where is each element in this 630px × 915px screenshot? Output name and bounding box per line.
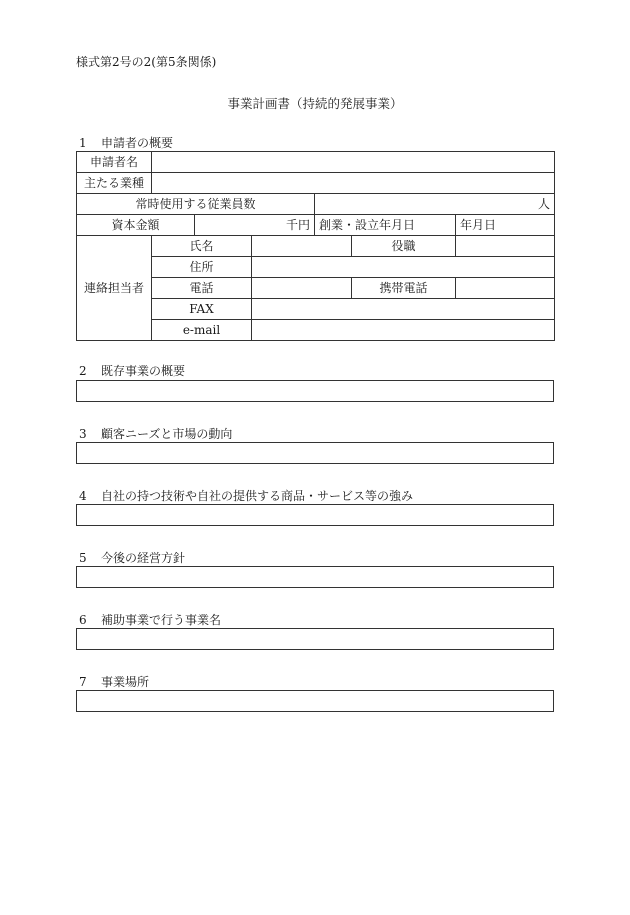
table-row (77, 236, 555, 257)
contact-position-label: 役職 (352, 236, 456, 257)
applicant-overview-table (76, 151, 555, 341)
founding-date-field[interactable]: 年月日 (456, 215, 555, 236)
contact-mobile-label: 携帯電話 (352, 278, 456, 299)
contact-address-field[interactable] (252, 257, 555, 278)
contact-name-label: 氏名 (152, 236, 252, 257)
section-6-heading (79, 611, 221, 628)
contact-fax-label: FAX (152, 299, 252, 320)
section-7-heading (79, 673, 149, 690)
employees-unit: 人 (538, 196, 551, 211)
section-number: 5 (79, 551, 87, 565)
contact-position-field[interactable] (456, 236, 555, 257)
existing-business-box[interactable] (76, 380, 554, 402)
capital-unit: 千円 (285, 217, 310, 232)
section-title: 今後の経営方針 (101, 551, 186, 565)
contact-phone-label: 電話 (152, 278, 252, 299)
section-4-heading (79, 487, 413, 504)
customer-needs-box[interactable] (76, 442, 554, 464)
strengths-box[interactable] (76, 504, 554, 526)
section-title: 既存事業の概要 (101, 364, 186, 378)
business-location-box[interactable] (76, 690, 554, 712)
section-title: 補助事業で行う事業名 (101, 613, 222, 627)
capital-field[interactable] (195, 215, 315, 236)
section-title: 自社の持つ技術や自社の提供する商品・サービス等の強み (101, 489, 414, 503)
section-5-heading (79, 549, 185, 566)
contact-fax-field[interactable] (252, 299, 555, 320)
contact-address-label: 住所 (152, 257, 252, 278)
contact-phone-field[interactable] (252, 278, 352, 299)
section-title: 顧客ニーズと市場の動向 (101, 427, 233, 441)
section-2-heading (79, 362, 185, 379)
contact-name-field[interactable] (252, 236, 352, 257)
section-1-heading (79, 134, 173, 151)
section-number: 6 (79, 613, 87, 627)
section-number: 4 (79, 489, 87, 503)
section-number: 1 (79, 136, 87, 150)
form-number: 様式第2号の2(第5条関係) (76, 55, 217, 69)
table-row (77, 152, 555, 173)
contact-email-label: e-mail (152, 320, 252, 341)
contact-mobile-field[interactable] (456, 278, 555, 299)
applicant-name-label: 申請者名 (77, 152, 152, 173)
applicant-name-field[interactable] (152, 152, 555, 173)
section-3-heading (79, 425, 232, 442)
section-number: 2 (79, 364, 87, 378)
section-number: 7 (79, 675, 87, 689)
management-policy-box[interactable] (76, 566, 554, 588)
section-number: 3 (79, 427, 87, 441)
main-business-field[interactable] (152, 173, 555, 194)
contact-email-field[interactable] (252, 320, 555, 341)
main-business-label: 主たる業種 (77, 173, 152, 194)
section-title: 申請者の概要 (101, 136, 174, 150)
employees-label: 常時使用する従業員数 (77, 194, 315, 215)
founding-date-label: 創業・設立年月日 (315, 215, 456, 236)
table-row (77, 194, 555, 215)
contact-person-label: 連絡担当者 (77, 236, 152, 341)
table-row (77, 215, 555, 236)
document-title: 事業計画書（持続的発展事業） (227, 96, 403, 111)
section-title: 事業場所 (101, 675, 150, 689)
capital-label: 資本金額 (77, 215, 195, 236)
table-row (77, 173, 555, 194)
subsidy-project-name-box[interactable] (76, 628, 554, 650)
employees-field[interactable] (315, 194, 555, 215)
